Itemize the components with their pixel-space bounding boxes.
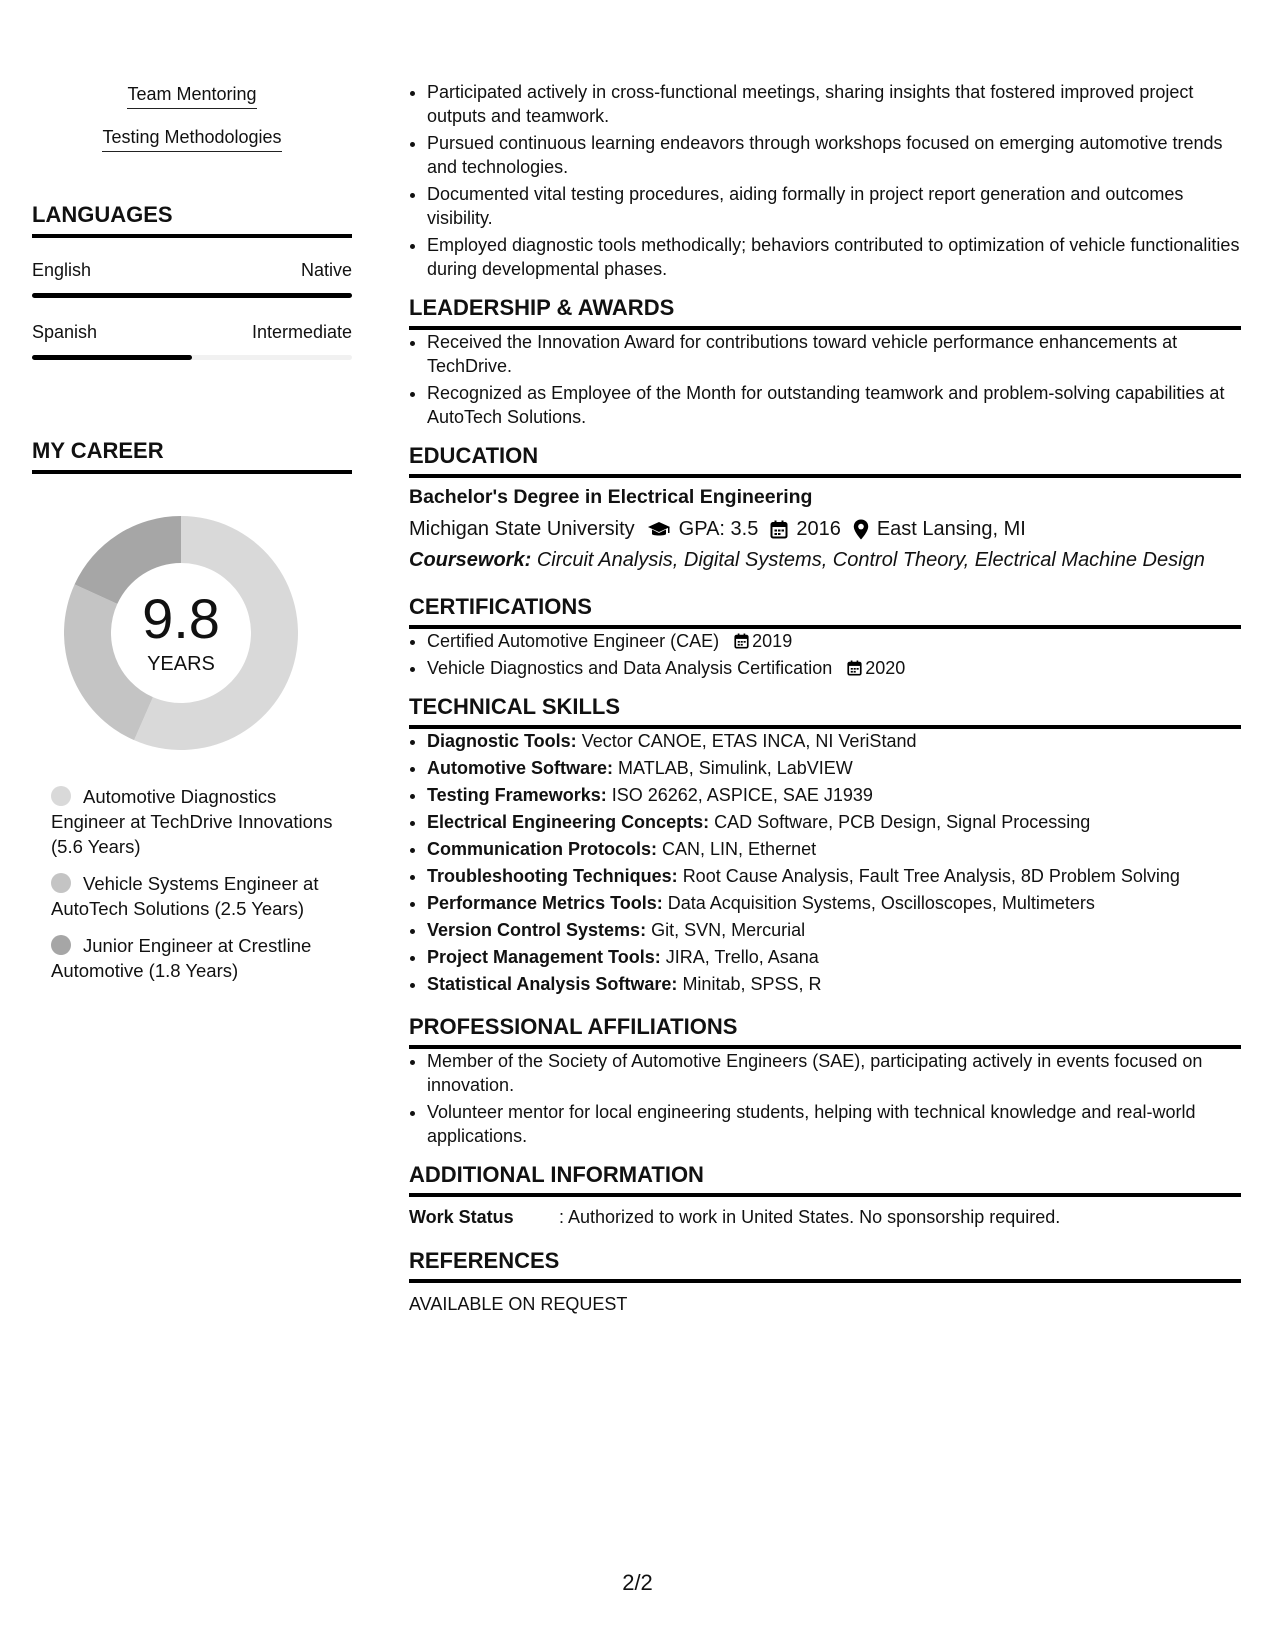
skill-value: MATLAB, Simulink, LabVIEW [618,758,853,778]
language-item [32,260,352,298]
calendar-icon [734,633,749,649]
certification-name: Certified Automotive Engineer (CAE) [427,631,720,651]
languages-heading: LANGUAGES [32,202,352,238]
experience-bullet: • Employed diagnostic tools methodically; behaviors contributed to optimization of vehicle functionalities during developmental phases. [427,233,1241,281]
career-unit: YEARS [147,652,215,675]
education-degree: Bachelor's Degree in Electrical Engineering [409,486,813,508]
skill-item [427,729,1241,753]
certification-year: 2019 [752,631,793,651]
award-item: • Received the Innovation Award for contributions toward vehicle performance enhancements at TechDrive. [427,330,1241,378]
experience-bullets [409,80,1241,281]
certification-item [427,629,1241,653]
education-location: East Lansing, MI [876,518,1026,540]
skill-value: CAD Software, PCB Design, Signal Processing [714,812,1091,832]
skill-label: Automotive Software: [427,758,614,778]
affiliation-item: • Volunteer mentor for local engineering students, helping with technical knowledge and real-world applications. [427,1100,1241,1148]
language-bar [32,355,352,360]
additional-info-heading: ADDITIONAL INFORMATION [409,1162,1241,1197]
career-total-years: 9.8 [142,586,220,650]
calendar-icon [770,520,788,539]
experience-bullet: • Pursued continuous learning endeavors through workshops focused on emerging automotive trends and technologies. [427,131,1241,179]
language-name: Spanish [32,322,98,342]
skill-item [427,945,1241,969]
work-status-value: : Authorized to work in United States. No sponsorship required. [559,1207,1061,1227]
language-name: English [32,260,92,280]
skill-item [427,864,1241,888]
legend-dot [51,786,71,806]
language-bar-fill [32,355,192,360]
skill-label: Communication Protocols: [427,839,658,859]
education-coursework [409,549,1241,572]
skill-item [427,810,1241,834]
language-level: Native [300,260,352,280]
skill-item [427,756,1241,780]
calendar-icon [847,660,862,676]
affiliation-item: • Member of the Society of Automotive Engineers (SAE), participating actively in events focused on innovation. [427,1049,1241,1097]
skill-value: ISO 26262, ASPICE, SAE J1939 [611,785,873,805]
certifications-list [409,629,1241,680]
skill-label: Diagnostic Tools: [427,731,577,751]
technical-skills-list [409,729,1241,996]
skill-value: JIRA, Trello, Asana [665,947,819,967]
skill-tag: Testing Methodologies [102,127,281,152]
certifications-heading: CERTIFICATIONS [409,594,1241,629]
legend-dot [51,935,71,955]
certification-year: 2020 [865,658,906,678]
education-heading: EDUCATION [409,443,1241,478]
career-donut-chart [56,508,306,758]
references-heading: REFERENCES [409,1248,1241,1283]
skill-item [427,918,1241,942]
skill-label: Troubleshooting Techniques: [427,866,678,886]
education-gpa: GPA: 3.5 [678,518,759,540]
leadership-heading: LEADERSHIP & AWARDS [409,295,1241,330]
career-legend [51,784,352,983]
skill-label: Performance Metrics Tools: [427,893,663,913]
main-content [409,80,1241,1315]
skill-item [427,837,1241,861]
certification-item [427,656,1241,680]
education-school: Michigan State University [409,518,635,540]
work-status-label: Work Status [409,1207,514,1227]
references-text: AVAILABLE ON REQUEST [409,1294,628,1314]
page-number: 2/2 [622,1570,653,1595]
skill-label: Statistical Analysis Software: [427,974,678,994]
experience-bullet: • Documented vital testing procedures, aiding formally in project report generation and outcomes visibility. [427,182,1241,230]
skill-item [427,891,1241,915]
affiliations-list [409,1049,1241,1148]
education-year: 2016 [796,518,841,540]
skill-value: Vector CANOE, ETAS INCA, NI VeriStand [581,731,917,751]
career-legend-item: Vehicle Systems Engineer at AutoTech Solutions (2.5 Years) [51,873,319,919]
skill-value: Minitab, SPSS, R [682,974,822,994]
skill-value: Root Cause Analysis, Fault Tree Analysis, 8D Problem Solving [682,866,1180,886]
legend-dot [51,873,71,893]
skill-label: Testing Frameworks: [427,785,607,805]
coursework-label: Coursework: [409,549,532,571]
language-item [32,322,352,360]
skill-label: Electrical Engineering Concepts: [427,812,710,832]
skill-tag: Team Mentoring [127,84,256,109]
graduation-cap-icon [647,521,671,539]
skill-label: Project Management Tools: [427,947,661,967]
career-heading: MY CAREER [32,438,352,474]
award-item: • Recognized as Employee of the Month for outstanding teamwork and problem-solving capabilities at AutoTech Solutions. [427,381,1241,429]
language-level: Intermediate [251,322,352,342]
affiliations-heading: PROFESSIONAL AFFILIATIONS [409,1014,1241,1049]
technical-skills-heading: TECHNICAL SKILLS [409,694,1241,729]
skill-value: Data Acquisition Systems, Oscilloscopes, Multimeters [667,893,1095,913]
skill-label: Version Control Systems: [427,920,647,940]
location-pin-icon [853,519,869,540]
certification-name: Vehicle Diagnostics and Data Analysis Certification [427,658,833,678]
language-bar [32,293,352,298]
sidebar [32,84,352,995]
education-details [409,518,1241,541]
experience-bullet: • Participated actively in cross-functional meetings, sharing insights that fostered improved project outputs and teamwork. [427,80,1241,128]
coursework-list: Circuit Analysis, Digital Systems, Control Theory, Electrical Machine Design [536,549,1205,571]
leadership-list [409,330,1241,429]
career-legend-item: Junior Engineer at Crestline Automotive (1.8 Years) [51,935,312,981]
career-legend-item: Automotive Diagnostics Engineer at TechDrive Innovations (5.6 Years) [51,786,333,857]
skill-item [427,972,1241,996]
skill-value: CAN, LIN, Ethernet [662,839,817,859]
language-bar-fill [32,293,352,298]
skill-value: Git, SVN, Mercurial [651,920,806,940]
work-status-row [409,1207,1241,1228]
skill-item [427,783,1241,807]
